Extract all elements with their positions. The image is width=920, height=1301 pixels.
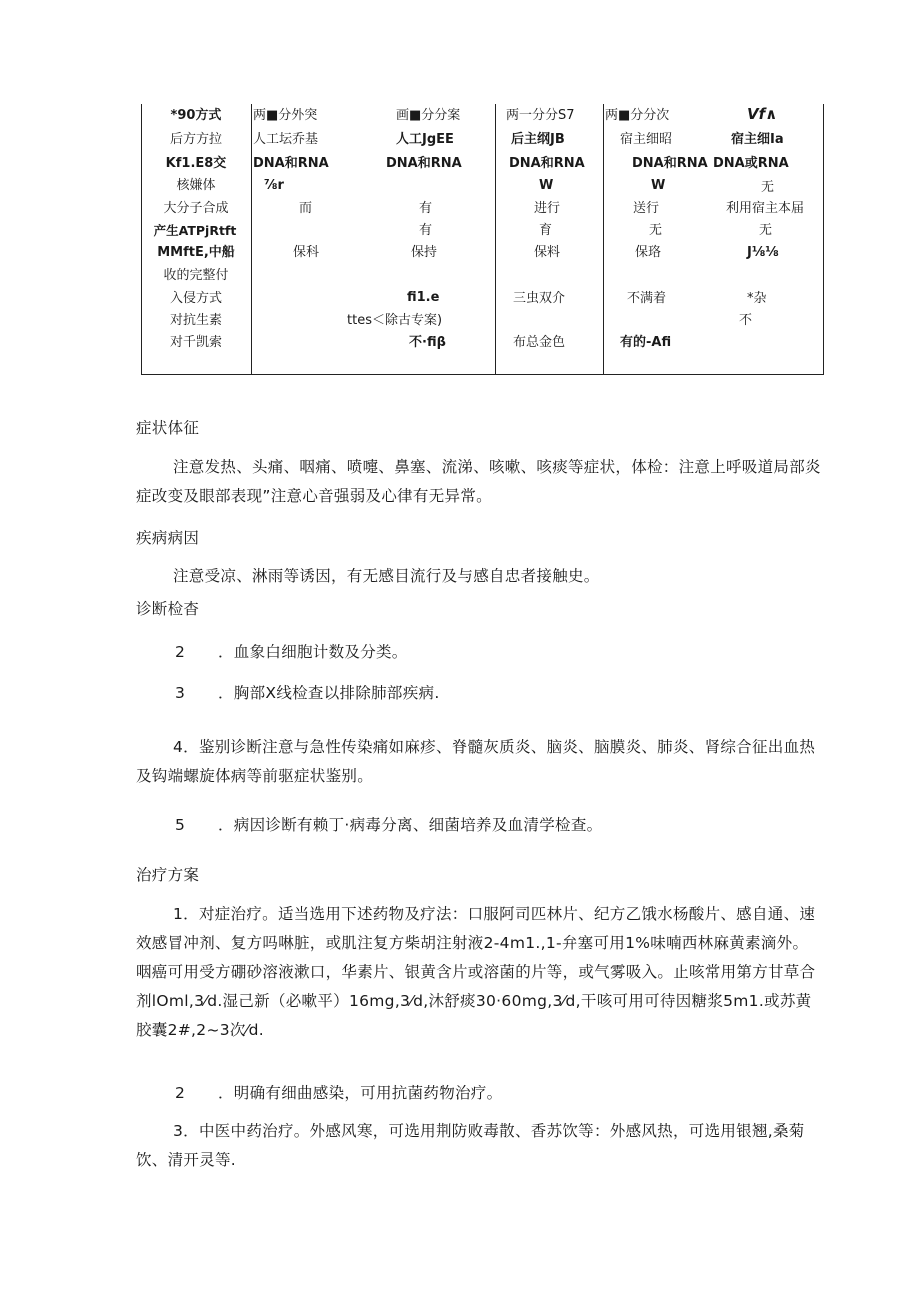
table-cell: 送行 <box>633 201 660 216</box>
exam-item-4-paragraph: 4．鉴别诊断注意与急性传染痛如麻疹、脊髓灰质炎、脑炎、脑膜炎、肺炎、肾综合征出血热及钩端螺旋体病等前驱症状鉴别。 <box>136 738 816 785</box>
table-cell: 有的-Afi <box>620 335 672 350</box>
table-cell: 无 <box>649 223 663 238</box>
table-cell: 利用宿主本届 <box>726 201 805 216</box>
exam-item-5-number: 5 <box>175 816 186 834</box>
table-cell: 三虫双介 <box>513 291 566 306</box>
table-row-label: *90方式 <box>170 108 222 123</box>
table-cell: 保科 <box>293 245 320 260</box>
table-border-right <box>823 104 824 374</box>
table-cell: 两■分外突 <box>253 108 318 123</box>
table-cell: 保料 <box>534 245 561 260</box>
table-row-label: 后方方拉 <box>169 132 222 147</box>
table-cell: 宿主细Ia <box>731 132 784 147</box>
table-divider-2 <box>495 104 496 374</box>
table-row-label: 大分子合成 <box>163 201 229 216</box>
comparison-table <box>141 104 823 374</box>
section-heading-treatment: 治疗方案 <box>136 866 200 884</box>
treatment-item-2-text: ．明确有细曲感染，可用抗菌药物治疗。 <box>218 1084 503 1102</box>
exam-item-5-text: ．病因诊断有赖丁·病毒分离、细菌培养及血清学检查。 <box>218 816 603 834</box>
table-cell: 布总金色 <box>513 335 566 350</box>
table-cell: 育 <box>539 223 553 238</box>
section-heading-exam: 诊断检杳 <box>136 600 200 618</box>
table-row-label: MMftE,中船 <box>157 245 235 260</box>
table-cell: 进行 <box>534 201 561 216</box>
exam-item-3-text: ．胸部X线检查以排除肺部疾病. <box>218 684 440 702</box>
table-cell: 人工坛乔基 <box>253 132 319 147</box>
table-cell: 人工JgEE <box>396 132 454 147</box>
table-row-label: 对千凯索 <box>169 335 222 350</box>
table-cell: ⅞r <box>264 178 284 193</box>
table-cell: DNA和RNA <box>253 156 329 171</box>
table-row-label: Kf1.E8交 <box>165 156 227 171</box>
table-row-label: 产生ATPjRtft <box>153 223 237 238</box>
table-cell: 无 <box>761 180 775 195</box>
exam-item-2-text: ．血象白细胞计数及分类。 <box>218 643 408 661</box>
table-cell: Vf∧ <box>747 105 778 123</box>
table-cell: 有 <box>419 223 433 238</box>
table-row-label: 收的完整付 <box>163 268 229 283</box>
table-cell: 不·fiβ <box>409 335 446 350</box>
symptoms-paragraph: 注意发热、头痛、咽痛、喷嚏、鼻塞、流涕、咳嗽、咳痰等症状，体检：注意上呼吸道局部炎症改变及眼部表现”注意心音强弱及心律有无异常。 <box>136 458 821 505</box>
treatment-item-1-paragraph: 1．对症治疗。适当选用下述药物及疗法：口服阿司匹林片、纪方乙饿水杨酸片、感自通、速效感冒冲剂、复方吗啉脏，或肌注复方柴胡注射液2-4m1.,1-弁塞可用1%味喃西林麻黄素滴外。咽癌可用受方硼砂溶液漱口，华素片、银黄含片或溶菌的片等，或气雾吸入。止咳常用第方甘草合剂lOml,3⁄d.湿己新（必嗽平）16mg,3⁄d,沐舒痰30·60mg,3⁄d,干咳可用可待因糖浆5m1.或苏黄胶囊2#,2~3次⁄d. <box>136 905 816 1039</box>
table-cell: *杂 <box>747 291 767 306</box>
table-cell: W <box>651 178 666 193</box>
table-divider-1 <box>251 104 252 374</box>
table-cell: 宿主细昭 <box>620 132 673 147</box>
table-cell: ttes＜除古专案) <box>347 313 443 328</box>
table-cell: 不 <box>739 313 753 328</box>
table-cell: fi1.e <box>407 290 440 305</box>
table-row-label: 入侵方式 <box>169 291 222 306</box>
table-cell: 画■分分案 <box>396 108 461 123</box>
table-cell: 无 <box>759 223 773 238</box>
cause-paragraph: 注意受凉、淋雨等诱因，有无感目流行及与感自忠者接触史。 <box>173 567 600 585</box>
table-cell: J⅛⅛ <box>747 245 779 260</box>
table-cell: 不满着 <box>627 291 667 306</box>
table-divider-3 <box>603 104 604 374</box>
treatment-item-3-paragraph: 3．中医中药治疗。外感风寒，可选用荆防败毒散、香苏饮等：外感风热，可选用银翘,桑菊饮、清开灵等. <box>136 1122 805 1169</box>
table-cell: 两一分分S7 <box>506 108 575 123</box>
table-cell: 保珞 <box>635 245 662 260</box>
table-row-label: 核嫌体 <box>176 178 216 193</box>
table-cell: DNA和RNA <box>386 156 462 171</box>
section-heading-symptoms: 症状体征 <box>136 419 200 437</box>
table-row-label: 对抗生素 <box>169 313 222 328</box>
table-cell: DNA和RNA <box>509 156 585 171</box>
table-cell: 两■分分次 <box>605 108 670 123</box>
table-cell: 有 <box>419 201 433 216</box>
exam-item-2-number: 2 <box>175 643 186 661</box>
table-cell: 保持 <box>411 245 438 260</box>
table-cell: DNA和RNA <box>632 156 708 171</box>
section-heading-cause: 疾病病因 <box>136 529 200 547</box>
table-cell: DNA或RNA <box>713 156 789 171</box>
table-cell: 后主纲JB <box>511 132 565 147</box>
treatment-item-2-number: 2 <box>175 1084 186 1102</box>
exam-item-3-number: 3 <box>175 684 186 702</box>
table-bottom-border <box>141 374 824 375</box>
table-cell: W <box>539 178 554 193</box>
table-cell: 而 <box>299 201 313 216</box>
